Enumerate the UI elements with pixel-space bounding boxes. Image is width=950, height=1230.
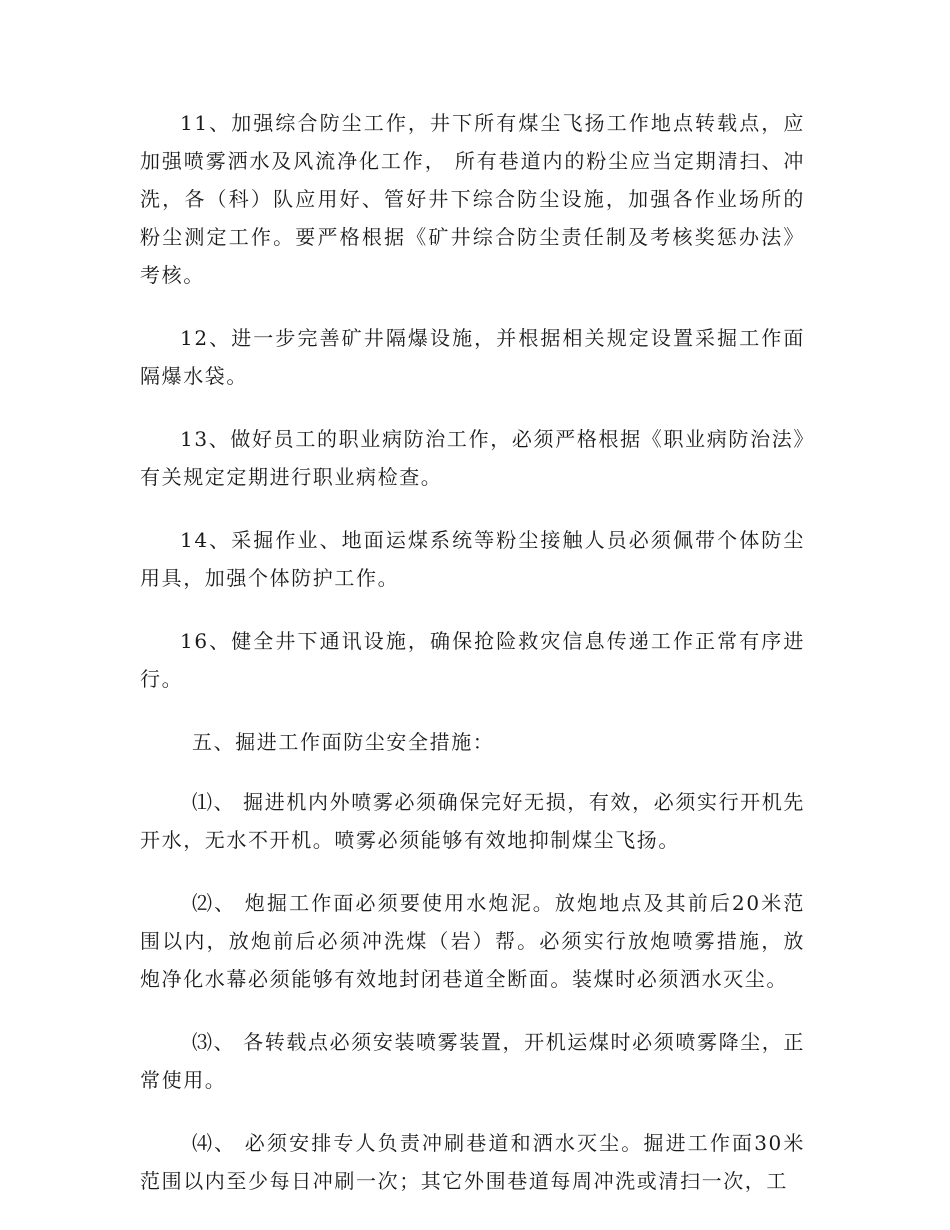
paragraph-14: 14、采掘作业、地面运煤系统等粉尘接触人员必须佩带个体防尘用具，加强个体防护工作。 <box>140 528 805 590</box>
paragraph-12: 12、进一步完善矿井隔爆设施，并根据相关规定设置采掘工作面隔爆水袋。 <box>140 326 805 388</box>
measure-3: ⑶、 各转载点必须安装喷雾装置，开机运煤时必须喷雾降尘，正常使用。 <box>140 1030 805 1092</box>
document-body <box>140 104 805 1225</box>
measure-2: ⑵、 炮掘工作面必须要使用水炮泥。放炮地点及其前后20米范围以内，放炮前后必须冲洗煤（岩）帮。必须实行放炮喷雾措施，放炮净化水幕必须能够有效地封闭巷道全断面。装煤时必须洒水灭尘。 <box>140 891 805 991</box>
section-heading: 五、掘进工作面防尘安全措施： <box>192 730 495 754</box>
measure-4: ⑷、 必须安排专人负责冲刷巷道和洒水灭尘。掘进工作面30米范围以内至少每日冲刷一次；其它外围巷道每周冲洗或清扫一次，工 <box>140 1131 805 1193</box>
paragraph-16: 16、健全井下通讯设施，确保抢险救灾信息传递工作正常有序进行。 <box>140 629 805 691</box>
paragraph-13: 13、做好员工的职业病防治工作，必须严格根据《职业病防治法》有关规定定期进行职业病检查。 <box>140 427 805 489</box>
paragraph-11: 11、加强综合防尘工作，井下所有煤尘飞扬工作地点转载点，应加强喷雾洒水及风流净化工作， 所有巷道内的粉尘应当定期清扫、冲洗，各（科）队应用好、管好井下综合防尘设施，加强各作业场所的粉尘测定工作。要严格根据《矿井综合防尘责任制及考核奖惩办法》考核。 <box>140 111 805 287</box>
measure-1: ⑴、 掘进机内外喷雾必须确保完好无损，有效，必须实行开机先开水，无水不开机。喷雾必须能够有效地抑制煤尘飞扬。 <box>140 790 805 852</box>
